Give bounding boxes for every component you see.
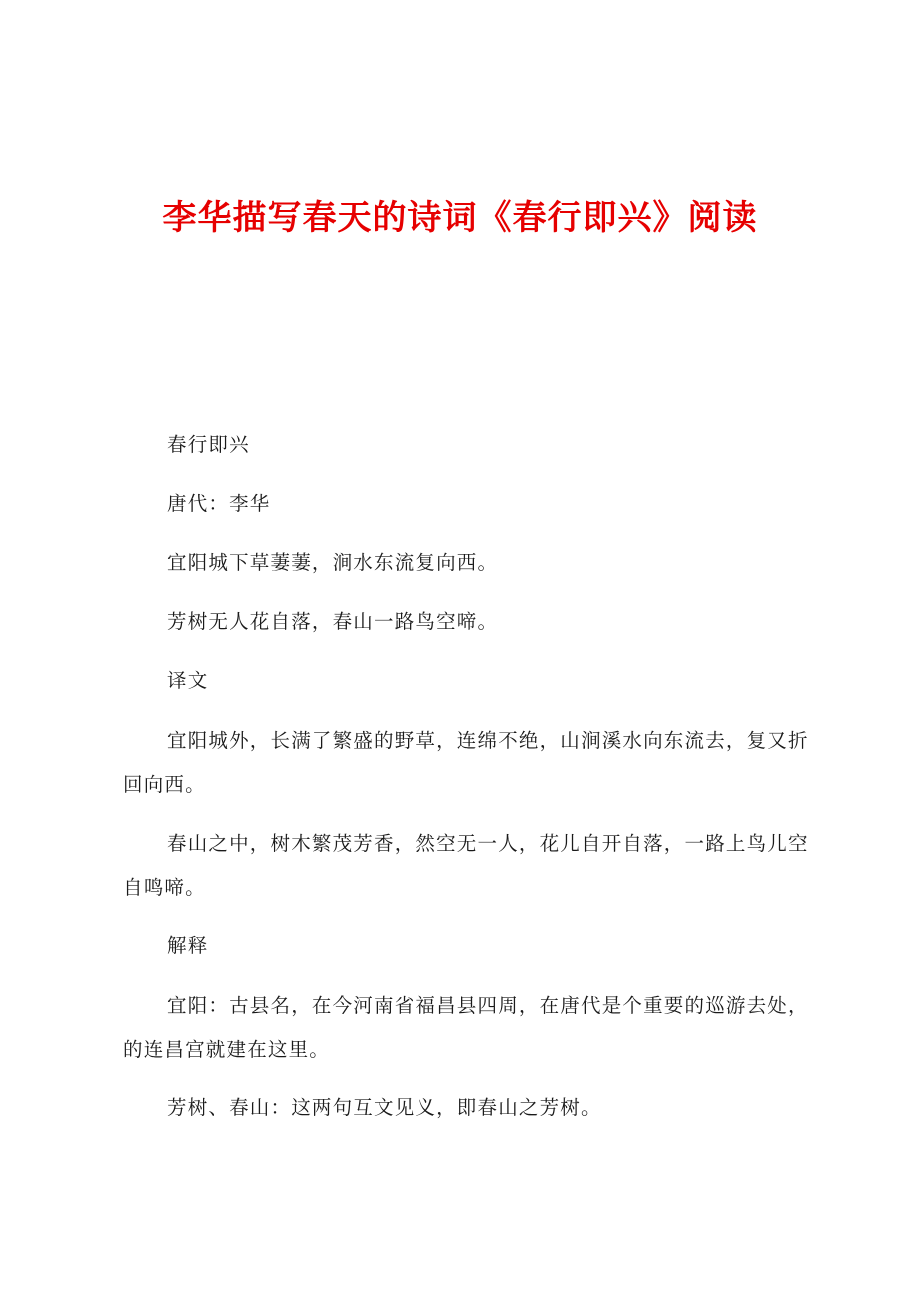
translation-paragraph-1: 宜阳城外，长满了繁盛的野草，连绵不绝，山涧溪水向东流去，复又折回向西。 (123, 729, 809, 796)
translation-paragraph-2: 春山之中，树木繁茂芳香，然空无一人，花儿自开自落，一路上鸟儿空自鸣啼。 (123, 832, 809, 899)
poem-line-1: 宜阳城下草萋萋，涧水东流复向西。 (167, 551, 499, 574)
notes-heading: 解释 (167, 934, 209, 957)
poem-title: 春行即兴 (167, 433, 250, 456)
note-paragraph-1: 宜阳：古县名，在今河南省福昌县四周，在唐代是个重要的巡游去处，的连昌宫就建在这里。 (123, 994, 809, 1061)
translation-heading: 译文 (167, 669, 209, 692)
poem-author: 唐代：李华 (167, 492, 271, 515)
poem-line-2: 芳树无人花自落，春山一路鸟空啼。 (167, 610, 499, 633)
document-title: 李华描写春天的诗词《春行即兴》阅读 (162, 198, 758, 238)
note-paragraph-2: 芳树、春山：这两句互文见义，即春山之芳树。 (167, 1096, 602, 1119)
document-body (123, 424, 813, 1146)
